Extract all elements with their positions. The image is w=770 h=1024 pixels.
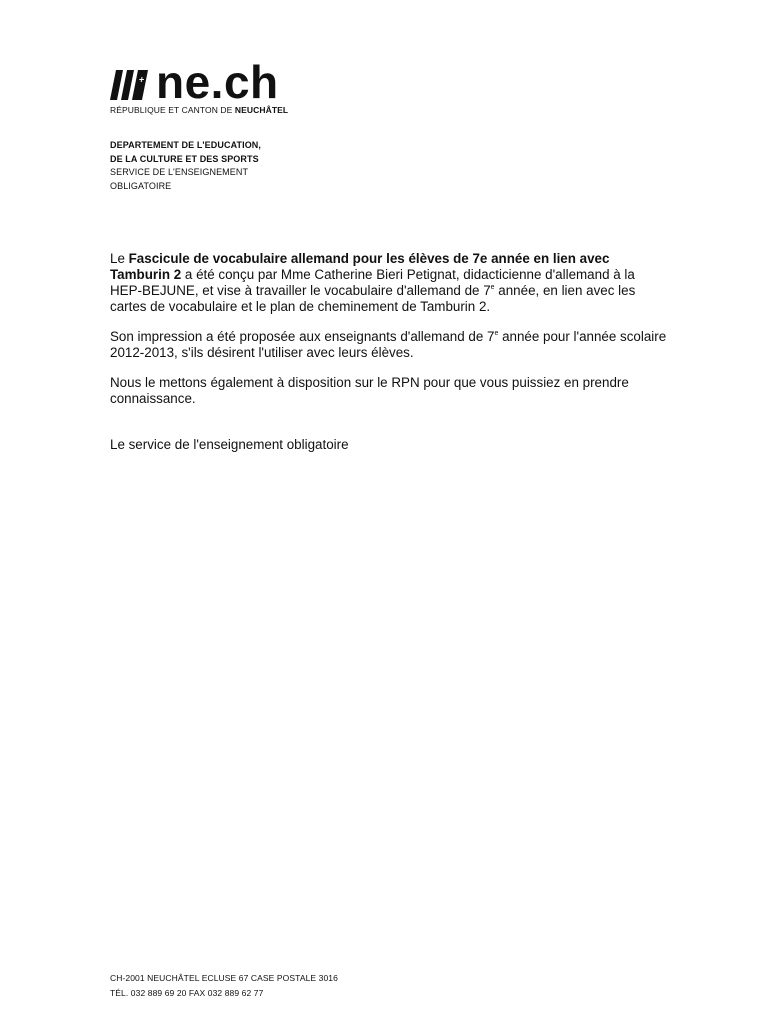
p1-lead: Le bbox=[110, 251, 129, 266]
p1-middle: a été conçu par Mme Catherine Bieri Petignat, didacticienne d'allemand à la HEP-BEJUNE, et vise à travailler le vocabulaire d'allemand de 7 bbox=[110, 267, 635, 298]
logo-subtitle bbox=[110, 105, 288, 115]
paragraph-1 bbox=[110, 251, 670, 315]
p2-start: Son impression a été proposée aux enseignants d'allemand de 7 bbox=[110, 329, 495, 344]
footer-line-2: TÉL. 032 889 69 20 FAX 032 889 62 77 bbox=[110, 988, 264, 998]
footer-address bbox=[110, 971, 338, 1001]
department-line-2: DE LA CULTURE ET DES SPORTS bbox=[110, 153, 259, 164]
letter-body bbox=[110, 251, 670, 453]
p1-bold-title: Fascicule de vocabulaire allemand pour les élèves de 7e année en lien avec Tamburin 2 bbox=[110, 251, 610, 282]
logo-subtitle-bold: NEUCHÂTEL bbox=[234, 105, 289, 115]
signature: Le service de l'enseignement obligatoire bbox=[110, 437, 349, 452]
paragraph-2 bbox=[110, 329, 670, 361]
logo-subtitle-prefix: RÉPUBLIQUE ET CANTON DE bbox=[110, 105, 235, 115]
logo-text: ne.ch bbox=[156, 56, 279, 108]
paragraph-3: Nous le mettons également à disposition sur le RPN pour que vous puissiez en prendre connaissance. bbox=[110, 375, 629, 406]
p2-end: année pour l'année scolaire 2012-2013, s'ils désirent l'utiliser avec leurs élèves. bbox=[110, 329, 667, 360]
p2-superscript: e bbox=[494, 330, 499, 337]
department-line-1: DEPARTEMENT DE L'EDUCATION, bbox=[110, 140, 262, 150]
department-block bbox=[110, 139, 261, 193]
logo bbox=[110, 56, 279, 108]
p1-end: année, en lien avec les cartes de vocabulaire et le plan de cheminement de Tamburin 2. bbox=[110, 283, 636, 314]
p1-superscript: e bbox=[490, 284, 495, 291]
service-line-2: OBLIGATOIRE bbox=[110, 180, 172, 191]
service-line-1: SERVICE DE L'ENSEIGNEMENT bbox=[110, 167, 249, 177]
footer-line-1: CH-2001 NEUCHÂTEL ECLUSE 67 CASE POSTALE 3016 bbox=[110, 973, 338, 983]
logo-stripes-icon bbox=[110, 70, 154, 100]
